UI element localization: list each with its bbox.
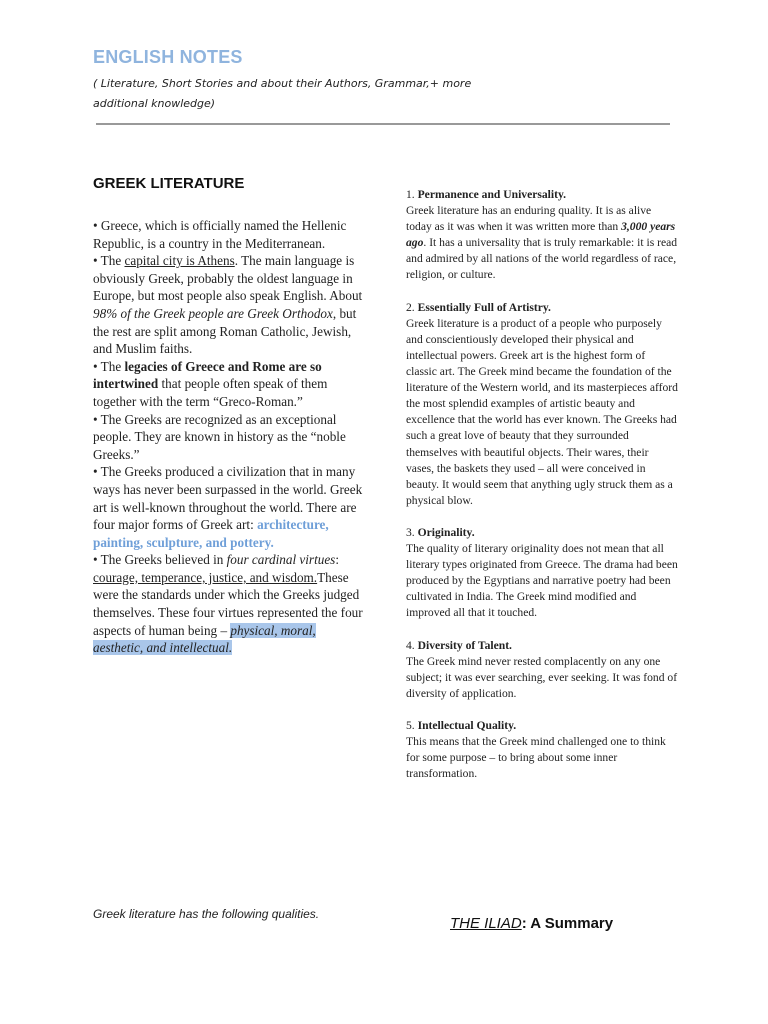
virtues-underline: courage, temperance, justice, and wisdom. <box>93 569 318 585</box>
bullet-civilization: • The Greeks produced a civilization that in many ways has never been surpassed in the world. Greek art is well-known throughout the world. There are four major forms of Greek art: architecture, painting, sculpture, and pottery. <box>93 464 363 550</box>
section-title: GREEK LITERATURE <box>93 175 245 192</box>
quality-4: 4. Diversity of Talent. The Greek mind never rested complacently on any one subject; it was ever searching, ever seeking. It was fond of diversity of application. <box>406 638 678 700</box>
quality-5: 5. Intellectual Quality. This means that the Greek mind challenged one to think for some purpose – to bring about some inner transformation. <box>406 719 666 781</box>
quality-5-heading: Intellectual Quality. <box>417 719 517 733</box>
bullet-capital: • The capital city is Athens. The main language is obviously Greek, probably the oldest language in Europe, but most people also speak English. About 98% of the Greek people are Greek Orthodox, but the rest are split among Roman Catholic, Jewish, and Muslim faiths. <box>93 253 363 357</box>
right-column <box>406 187 678 799</box>
virtues-italic: four cardinal virtues <box>226 552 336 568</box>
art-forms-highlight: architecture, painting, sculpture, and pottery. <box>93 517 329 550</box>
legacies-bold: legacies of Greece and Rome are so intertwined <box>93 358 322 392</box>
notes-subtitle: ( Literature, Short Stories and about their Authors, Grammar,+ more additional knowledge) <box>93 77 472 110</box>
bullet-legacies: • The legacies of Greece and Rome are so intertwined that people often speak of them together with the term “Greco-Roman.” <box>93 358 328 409</box>
quality-3: 3. Originality. The quality of literary originality does not mean that all literary types originated from Greece. The drama had been produced by the Egyptians and narrative poetry had been cultivated in India. The Greek mind modified and improved all that it touched. <box>406 525 678 620</box>
quality-4-heading: Diversity of Talent. <box>417 638 512 652</box>
iliad-heading <box>450 915 613 932</box>
header-divider <box>96 123 670 125</box>
bullet-greece: • Greece, which is officially named the Hellenic Republic, is a country in the Mediterranean. <box>93 218 347 251</box>
quality-1-heading: Permanence and Universality. <box>417 188 567 201</box>
quality-2-heading: Essentially Full of Artistry. <box>417 300 551 314</box>
bullet-virtues: • The Greeks believed in four cardinal virtues: courage, temperance, justice, and wisdom.These were the standards under which the Greeks judged themselves. These four virtues represented the four aspects of human being – physical, moral, aesthetic, and intellectual. <box>93 552 363 656</box>
quality-1: 1. Permanence and Universality. Greek literature has an enduring quality. It is as alive today as it was when it was written more than 3,000 years ago. It has a universality that is truly remarkable: it is read and admired by all nations of the world regardless of race, religion, or culture. <box>406 188 678 282</box>
quality-3-heading: Originality. <box>417 525 475 539</box>
iliad-summary-label: : A Summary <box>521 915 614 932</box>
bullet-noble-greeks: • The Greeks are recognized as an exceptional people. They are known in history as the “noble Greeks.” <box>93 411 346 462</box>
qualities-intro: Greek literature has the following qualities. <box>93 907 320 921</box>
left-column <box>93 217 368 657</box>
years-bold-italic: 3,000 years ago <box>406 220 676 250</box>
notes-title: ENGLISH NOTES <box>93 47 243 67</box>
iliad-title: THE ILIAD <box>450 915 522 932</box>
aspects-selection-highlight[interactable]: physical, moral, aesthetic, and intellectual. <box>93 622 316 656</box>
quality-2: 2. Essentially Full of Artistry. Greek literature is a product of a people who purposely and conscientiously developed their physical and intellectual powers. Greek art is the highest form of classic art. The Greek mind became the foundation of the literature of the Western world, and its masterpieces afford the most splendid examples of artistic beauty and excellence that the world has ever known. The Greeks had such a great love of beauty that they surrounded themselves with beautiful objects. Their wares, their vases, the baskets they used – all were conceived in beauty. It would seem that anything ugly struck them as a physical blow. <box>406 300 678 507</box>
capital-underline: capital city is Athens <box>124 253 235 269</box>
orthodox-italic: 98% of the Greek people are Greek Orthodox <box>93 305 333 321</box>
